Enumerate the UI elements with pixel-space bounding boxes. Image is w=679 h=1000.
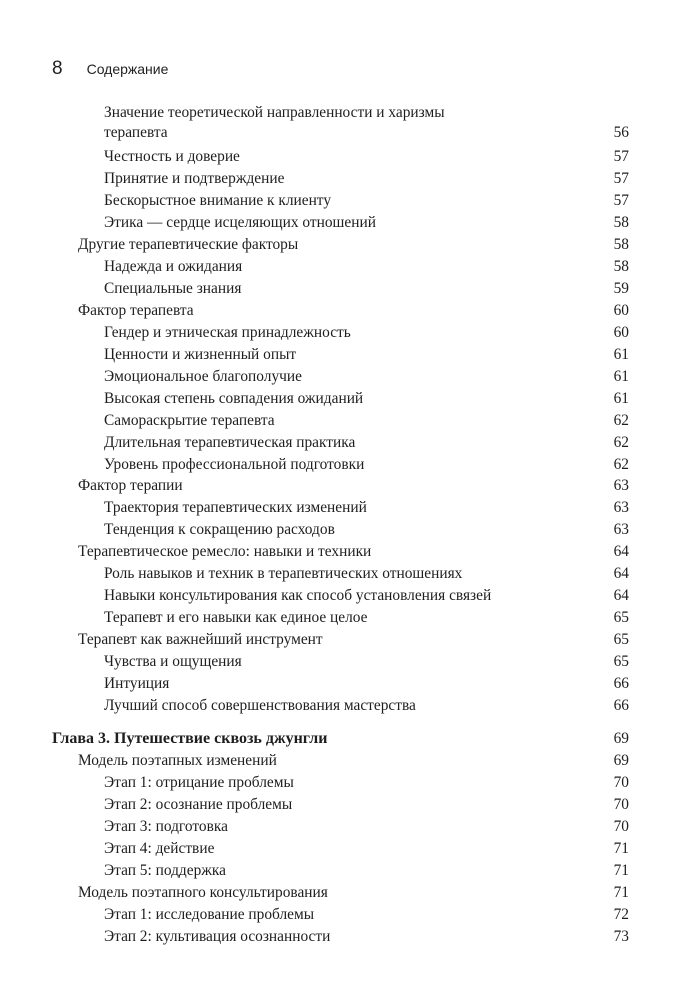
toc-entry-title: Этап 2: осознание проблемы — [104, 796, 293, 813]
toc-entry-title-continuation: терапевта — [104, 124, 168, 141]
toc-entry-page: 70 — [613, 774, 629, 791]
toc-entry-title: Роль навыков и техник в терапевтических отношениях — [104, 565, 463, 582]
toc-entry-title: Другие терапевтические факторы — [78, 236, 299, 253]
toc-entry-title: Надежда и ожидания — [104, 258, 243, 275]
toc-entry-page: 65 — [613, 609, 629, 626]
toc-entry-page: 59 — [613, 280, 629, 297]
toc-entry-title: Этап 5: поддержка — [104, 862, 226, 879]
toc-entry-page: 60 — [613, 302, 629, 319]
toc-entry-page: 70 — [613, 818, 629, 835]
toc-entry-page: 58 — [613, 258, 629, 275]
toc-entry-page: 61 — [613, 368, 629, 385]
toc-entry-title: Терапевт и его навыки как единое целое — [104, 609, 368, 626]
toc-entry-title: Этика — сердце исцеляющих отношений — [104, 214, 376, 231]
toc-entry-title: Этап 4: действие — [104, 840, 215, 857]
toc-entry-page: 71 — [613, 862, 629, 879]
page-number: 8 — [52, 58, 63, 79]
toc-entry-title: Чувства и ощущения — [104, 653, 242, 670]
toc-entry-title: Этап 3: подготовка — [104, 818, 228, 835]
toc-entry-title: Терапевт как важнейший инструмент — [78, 631, 323, 648]
toc-entry-title: Фактор терапии — [78, 477, 183, 494]
toc-entry-title: Уровень профессиональной подготовки — [104, 456, 365, 473]
toc-entry-page: 63 — [613, 521, 629, 538]
toc-entry-page: 64 — [613, 587, 629, 604]
toc-entry-page: 64 — [613, 543, 629, 560]
toc-entry-page: 70 — [613, 796, 629, 813]
toc-entry-page: 58 — [613, 236, 629, 253]
toc-entry-page: 62 — [613, 456, 629, 473]
toc-entry-title: Эмоциональное благополучие — [104, 368, 302, 385]
toc-entry-page: 58 — [613, 214, 629, 231]
toc-entry-title: Принятие и подтверждение — [104, 170, 285, 187]
running-title: Содержание — [86, 61, 169, 77]
toc-entry-page: 65 — [613, 631, 629, 648]
toc-entry-title: Навыки консультирования как способ установления связей — [104, 587, 492, 604]
toc-entry-title: Значение теоретической направленности и харизмы — [104, 104, 445, 121]
toc-entry-title: Гендер и этническая принадлежность — [104, 324, 351, 341]
toc-entry-page: 71 — [613, 884, 629, 901]
toc-entry-page: 60 — [613, 324, 629, 341]
toc-entry-page: 62 — [613, 412, 629, 429]
toc-entry-title: Тенденция к сокращению расходов — [104, 521, 335, 538]
toc-entry-title: Ценности и жизненный опыт — [104, 346, 297, 363]
toc-entry-title: Модель поэтапных изменений — [78, 752, 277, 769]
toc-entry-title: Честность и доверие — [104, 148, 240, 165]
toc-entry-title: Высокая степень совпадения ожиданий — [104, 390, 364, 407]
toc-entry-page: 56 — [613, 124, 629, 141]
toc-entry-title: Этап 1: отрицание проблемы — [104, 774, 294, 791]
toc-entry-title: Глава 3. Путешествие сквозь джунгли — [52, 730, 328, 747]
toc-entry-title: Траектория терапевтических изменений — [104, 499, 367, 516]
toc-entry-page: 63 — [613, 499, 629, 516]
toc-entry-page: 71 — [613, 840, 629, 857]
toc-entry-page: 57 — [613, 170, 629, 187]
toc-entry-page: 66 — [613, 675, 629, 692]
toc-entry-title: Этап 1: исследование проблемы — [104, 906, 315, 923]
toc-entry-title: Этап 2: культивация осознанности — [104, 928, 331, 945]
page-header — [52, 58, 168, 80]
toc-entry-title: Специальные знания — [104, 280, 242, 297]
toc-entry-page: 64 — [613, 565, 629, 582]
toc-entry-page: 61 — [613, 346, 629, 363]
toc-entry-title: Фактор терапевта — [78, 302, 194, 319]
toc-entry-page: 73 — [613, 928, 629, 945]
toc-entry-page: 61 — [613, 390, 629, 407]
toc-entry-title: Терапевтическое ремесло: навыки и техники — [78, 543, 372, 560]
toc-entry-title: Самораскрытие терапевта — [104, 412, 275, 429]
toc-entry-title: Модель поэтапного консультирования — [78, 884, 328, 901]
toc-entry-page: 62 — [613, 434, 629, 451]
toc-entry-title: Длительная терапевтическая практика — [104, 434, 356, 451]
toc-entry-title: Интуиция — [104, 675, 170, 692]
toc-entry-page: 57 — [613, 192, 629, 209]
toc-entry-page: 66 — [613, 697, 629, 714]
toc-entry-page: 69 — [613, 752, 629, 769]
toc-entry-page: 65 — [613, 653, 629, 670]
toc-entry-page: 69 — [613, 730, 629, 747]
toc-entry-page: 63 — [613, 477, 629, 494]
toc-entry-title: Бескорыстное внимание к клиенту — [104, 192, 332, 209]
toc-entry-page: 57 — [613, 148, 629, 165]
toc-entry-title: Лучший способ совершенствования мастерства — [104, 697, 416, 714]
toc-entry-page: 72 — [613, 906, 629, 923]
